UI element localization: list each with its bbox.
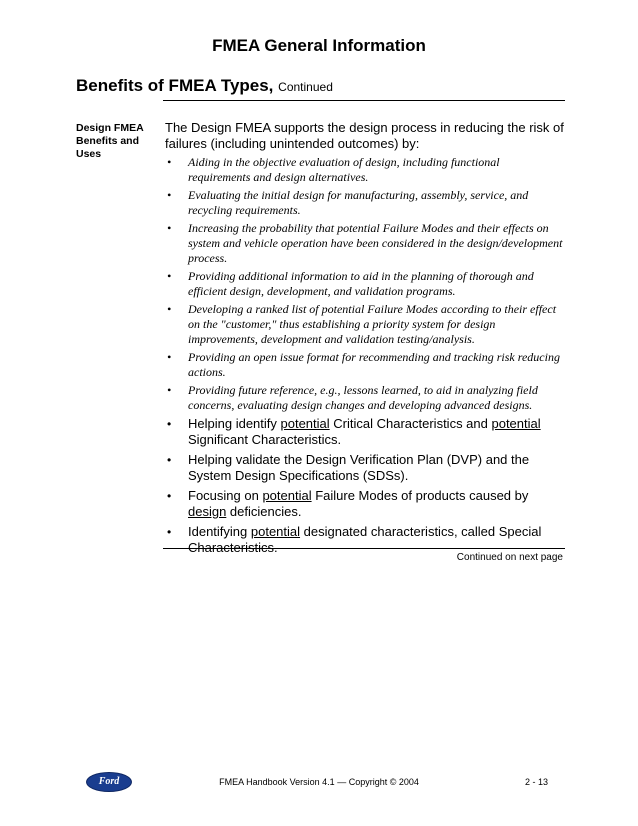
- continued-note: Continued on next page: [456, 552, 563, 563]
- list-item: [165, 416, 565, 448]
- sidebar-label: Design FMEA Benefits and Uses: [76, 122, 144, 160]
- bullet-icon: •: [167, 525, 172, 539]
- list-item-text: Aiding in the objective evaluation of design, including functional requirements and design alternatives.: [188, 155, 500, 184]
- bullet-icon: •: [167, 221, 172, 235]
- list-item: [165, 302, 565, 347]
- page-header: FMEA General Information: [212, 36, 426, 55]
- list-item-text: Helping validate the Design Verification Plan (DVP) and the System Design Specifications (SDSs).: [188, 452, 530, 483]
- list-item-text: Evaluating the initial design for manufacturing, assembly, service, and recycling requirements.: [188, 188, 529, 217]
- bullet-icon: •: [167, 269, 172, 283]
- bullet-icon: •: [167, 453, 172, 467]
- text-run: Failure Modes of products caused by: [311, 488, 529, 503]
- section-title-text: Benefits of FMEA Types,: [76, 76, 274, 95]
- list-item-text: [188, 416, 541, 447]
- main-content: [165, 120, 565, 560]
- text-run: designated characteristics, called Special Characteristics.: [188, 524, 542, 555]
- bullet-list: [165, 155, 565, 556]
- list-item: [165, 452, 565, 484]
- underlined-term: potential: [262, 488, 312, 503]
- bullet-icon: •: [167, 302, 172, 316]
- bullet-icon: •: [167, 489, 172, 503]
- list-item: [165, 269, 565, 299]
- bullet-icon: •: [167, 417, 172, 431]
- underlined-term: potential: [250, 524, 301, 539]
- text-run: deficiencies.: [226, 504, 302, 519]
- section-title: [76, 76, 333, 96]
- underlined-term: design: [188, 504, 227, 519]
- list-item: [165, 350, 565, 380]
- list-item: [165, 488, 565, 520]
- list-item-text: Providing additional information to aid in the planning of thorough and efficient design, development, and validation programs.: [188, 269, 534, 298]
- footer-handbook-label: FMEA Handbook Version 4.1 — Copyright © 2004: [219, 777, 419, 787]
- text-run: Identifying: [188, 524, 251, 539]
- text-run: Helping identify: [188, 416, 281, 431]
- text-run: Significant Characteristics.: [188, 432, 342, 447]
- bullet-icon: •: [167, 155, 172, 169]
- bullet-icon: •: [167, 383, 172, 397]
- text-run: Critical Characteristics and: [329, 416, 492, 431]
- section-continued-label: Continued: [278, 80, 333, 94]
- bottom-divider: [163, 548, 565, 549]
- list-item: [165, 221, 565, 266]
- underlined-term: potential: [280, 416, 330, 431]
- logo-text: Ford: [98, 776, 120, 787]
- text-run: Focusing on: [188, 488, 263, 503]
- underlined-term: potential: [491, 416, 541, 431]
- list-item-text: [188, 524, 541, 555]
- intro-paragraph: The Design FMEA supports the design process in reducing the risk of failures (including unintended outcomes) by:: [165, 120, 564, 151]
- list-item-text: Increasing the probability that potential Failure Modes and their effects on system and vehicle operation have been considered in the design/development process.: [188, 221, 563, 265]
- bullet-icon: •: [167, 188, 172, 202]
- list-item-text: Providing an open issue format for recommending and tracking risk reducing actions.: [188, 350, 560, 379]
- list-item-text: [188, 488, 528, 519]
- list-item-text: Developing a ranked list of potential Failure Modes according to their effect on the "customer," thus establishing a priority system for design improvements, development and validation testing/analysis.: [188, 302, 557, 346]
- list-item: [165, 155, 565, 185]
- bullet-icon: •: [167, 350, 172, 364]
- footer-page-number: 2 - 13: [524, 777, 548, 787]
- list-item: [165, 383, 565, 413]
- top-divider: [163, 100, 565, 101]
- list-item: [165, 188, 565, 218]
- list-item-text: Providing future reference, e.g., lessons learned, to aid in analyzing field concerns, evaluating design changes and developing advanced designs.: [188, 383, 538, 412]
